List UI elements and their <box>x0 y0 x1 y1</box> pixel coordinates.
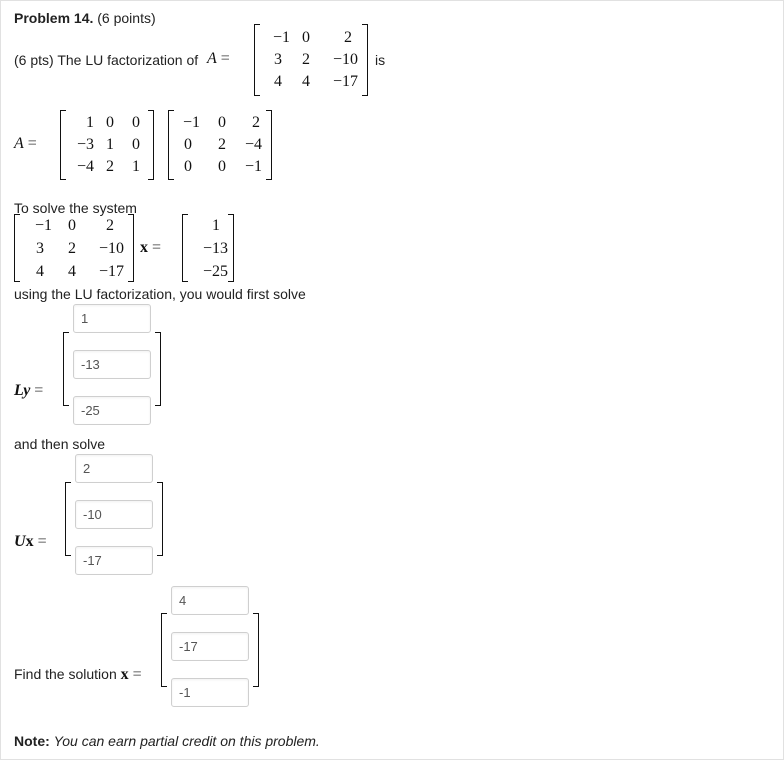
step2-input-1[interactable] <box>75 454 153 483</box>
solution-input-3[interactable] <box>171 678 249 707</box>
matrix-cell: 2 <box>302 51 310 68</box>
problem-header <box>14 10 156 26</box>
matrix-cell: 4 <box>36 263 44 280</box>
statement-matrix-a <box>254 24 368 96</box>
matrix-cell: 0 <box>302 29 310 46</box>
matrix-cell: 2 <box>106 217 114 234</box>
matrix-l <box>60 110 154 180</box>
step1-input-2[interactable] <box>73 350 151 379</box>
matrix-cell: 0 <box>184 136 192 153</box>
matrix-cell: 0 <box>132 114 140 131</box>
matrix-cell: −1 <box>272 29 290 46</box>
matrix-cell: 4 <box>68 263 76 280</box>
matrix-cell: 1 <box>212 217 220 234</box>
step2-lhs: Ux = <box>14 533 47 550</box>
step2-input-3[interactable] <box>75 546 153 575</box>
matrix-cell: 0 <box>132 136 140 153</box>
matrix-cell: −17 <box>98 263 124 280</box>
solution-input-1[interactable] <box>171 586 249 615</box>
matrix-cell: 2 <box>68 240 76 257</box>
factorization-lhs: A = <box>14 135 37 152</box>
solution-label: Find the solution <box>14 666 117 682</box>
matrix-cell: 4 <box>302 73 310 90</box>
matrix-cell: −1 <box>244 158 262 175</box>
matrix-u <box>168 110 272 180</box>
matrix-cell: −13 <box>202 240 228 257</box>
matrix-cell: −1 <box>182 114 200 131</box>
matrix-cell: 4 <box>274 73 282 90</box>
note-label: Note: <box>14 733 50 749</box>
problem-points: (6 points) <box>97 10 156 26</box>
step2-intro: and then solve <box>14 436 106 452</box>
matrix-cell: −10 <box>332 51 358 68</box>
matrix-cell: 0 <box>218 114 226 131</box>
matrix-cell: 1 <box>106 136 114 153</box>
matrix-cell: 2 <box>252 114 260 131</box>
system-rhs <box>182 214 234 282</box>
matrix-cell: 0 <box>218 158 226 175</box>
matrix-cell: −17 <box>332 73 358 90</box>
problem-title: Problem 14. <box>14 10 94 26</box>
statement-prefix: (6 pts) The LU factorization of <box>14 52 199 68</box>
step1-input-1[interactable] <box>73 304 151 333</box>
matrix-cell: 0 <box>106 114 114 131</box>
system-intro: To solve the system <box>14 200 137 216</box>
matrix-cell: 2 <box>218 136 226 153</box>
step2-input-2[interactable] <box>75 500 153 529</box>
system-after: using the LU factorization, you would first solve <box>14 286 306 302</box>
note <box>14 733 320 749</box>
statement-suffix: is <box>375 52 386 68</box>
matrix-cell: 1 <box>86 114 94 131</box>
step1-lhs: Ly = <box>14 382 44 399</box>
solution-row <box>14 666 142 684</box>
matrix-cell: −4 <box>244 136 262 153</box>
matrix-cell: 0 <box>184 158 192 175</box>
step1-input-3[interactable] <box>73 396 151 425</box>
matrix-cell: −1 <box>34 217 52 234</box>
matrix-cell: 3 <box>36 240 44 257</box>
matrix-cell: 3 <box>274 51 282 68</box>
solution-x-equals: x = <box>120 666 142 683</box>
matrix-cell: −4 <box>76 158 94 175</box>
matrix-cell: 1 <box>132 158 140 175</box>
matrix-cell: 0 <box>68 217 76 234</box>
system-x-equals: x = <box>140 239 162 256</box>
statement-a-symbol: A = <box>207 50 230 67</box>
matrix-cell: 2 <box>344 29 352 46</box>
note-text: You can earn partial credit on this problem. <box>53 733 320 749</box>
matrix-cell: −10 <box>98 240 124 257</box>
matrix-cell: −3 <box>76 136 94 153</box>
system-matrix <box>14 214 134 282</box>
matrix-cell: −25 <box>202 263 228 280</box>
matrix-cell: 2 <box>106 158 114 175</box>
solution-input-2[interactable] <box>171 632 249 661</box>
